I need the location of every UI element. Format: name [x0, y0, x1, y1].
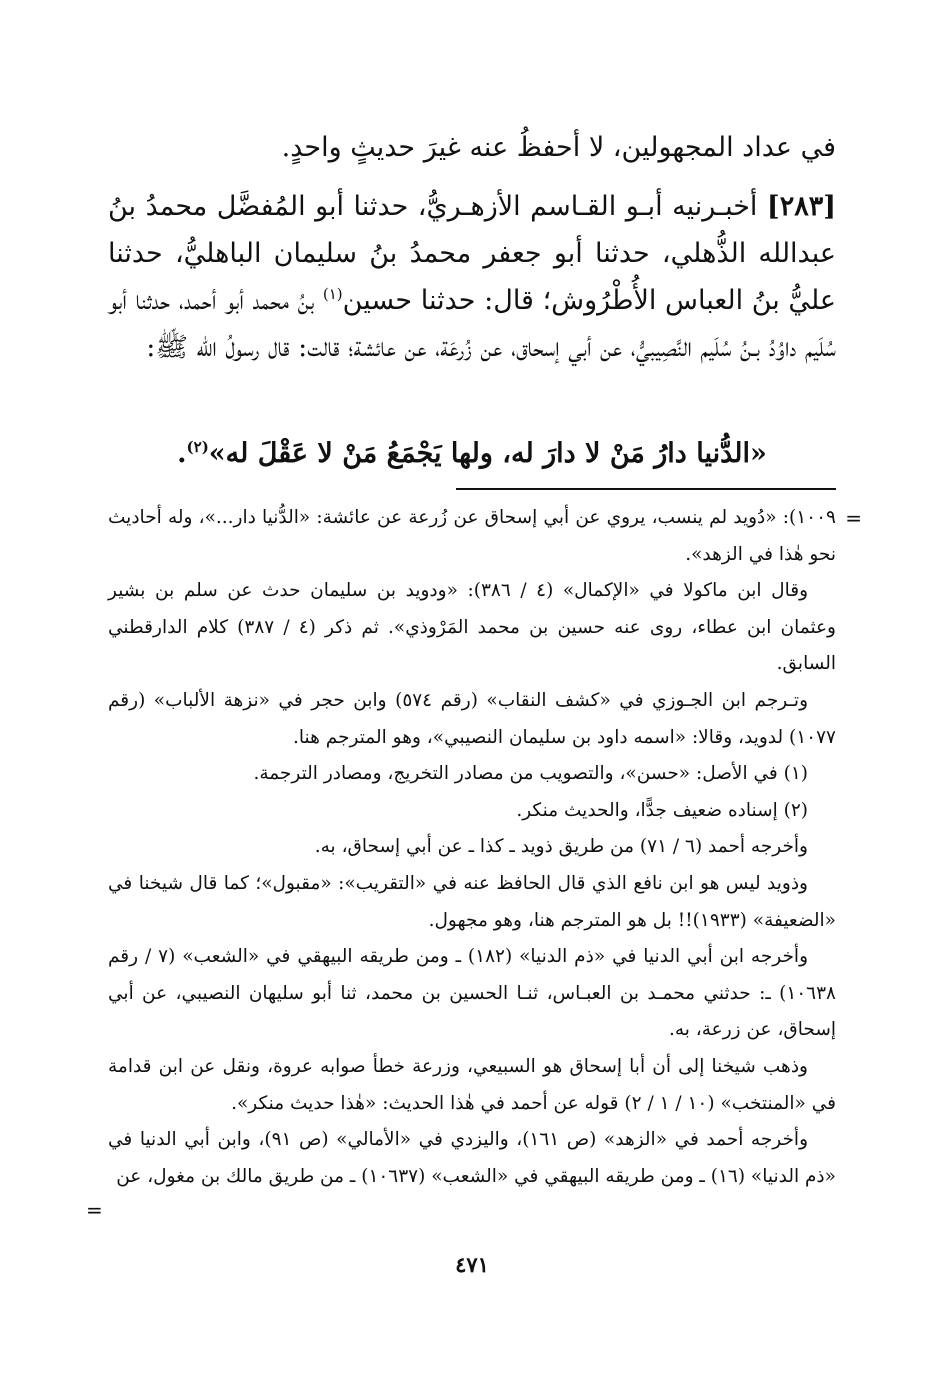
- footnote-2: (٢) إسناده ضعيف جدًّا، والحديث منكر.: [516, 799, 808, 821]
- narration-text-part1: أخبـرنيه أبـو القـاسم الأزهـريُّ، حدثنا أبو المُفضَّل محمدُ بنُ عبدالله الذُّهلي، حدثنا أبو جعفر محمدُ بنُ سليمان الباهليُّ، حدثنا عليُّ بنُ العباس الأُطْرُوش؛ قال: حدثنا حسين: [108, 191, 836, 316]
- footnote-paragraph: وأخرجه ابن أبي الدنيا في «ذم الدنيا» (١٨٢) ـ ومن طريقه البيهقي في «الشعب» (٧ / رقم ١٠٦٣٨) ـ: حدثني محمـد بن العبـاس، ثنـا الحسين بن محمد، ثنا أبو سليهان النصيبي، عن أبي إسحاق، عن زرعة، به.: [108, 946, 836, 1041]
- hadith-quote-text: «الدُّنيا دارُ مَنْ لا دارَ له، ولها يَجْمَعُ مَنْ لا عَقْلَ له»: [208, 438, 767, 469]
- footnote-paragraph: وذهب شيخنا إلى أن أبا إسحاق هو السبيعي، وزرعة خطأ صوابه عروة، ونقل عن ابن قدامة في «المنتخب» (١٠ / ١ / ٢) قوله عن أحمد في هٰذا الحديث: «هٰذا حديث منكر».: [108, 1055, 836, 1114]
- hadith-quote: [108, 434, 836, 474]
- hadith-narration: [108, 183, 836, 371]
- hadith-quote-end: .: [177, 438, 187, 469]
- footnote-divider: [456, 488, 836, 490]
- footnote-paragraph: وقال ابن ماكولا في «الإكمال» (٤ / ٣٨٦): «ودويد بن سليمان حدث عن سلم بن بشير وعثمان ابن عطاء، روى عنه حسين بن محمد المَرْوذي». ثم ذكر (٤ / ٣٨٧) كلام الدارقطني السابق.: [108, 580, 836, 675]
- footnote-reference-2[interactable]: (٢): [186, 438, 209, 456]
- narration-text-part2: بنُ محمد أبو أحمد، حدثنا أبو سُلَيم داوُدُ بـنُ سُلَيم النَّصِيبيُّ، عن أبي إسحاق، عن زُرعَة، عن عائشة؛ قالت: قال رسولُ الله ﷺ:: [108, 285, 836, 363]
- footnote-paragraph: وأخرجه أحمد (٦ / ٧١) من طريق ذويد ـ كذا ـ عن أبي إسحاق، به.: [314, 836, 808, 858]
- footnote-paragraph: ١٠٠٩): «دُويد لم ينسب، يروي عن أبي إسحاق عن زُرعة عن عائشة: «الدُّنيا دار...»، وله أحاديث نحو هٰذا في الزهد».: [108, 507, 836, 565]
- intro-line: [108, 124, 836, 171]
- footnote-paragraph: وذويد ليس هو ابن نافع الذي قال الحافظ عنه في «التقريب»: «مقبول»؛ كما قال شيخنا في «الضعيفة» (١٩٣٣)!! بل هو المترجم هنا، وهو مجهول.: [108, 872, 836, 931]
- footnote-1: (١) في الأصل: «حسن»، والتصويب من مصادر التخريج، ومصادر الترجمة.: [253, 763, 808, 785]
- footnote-reference-1[interactable]: (١): [322, 285, 343, 303]
- continuation-mark-top: =: [845, 506, 862, 530]
- intro-line-text: في عداد المجهولين، لا أحفظُ عنه غيرَ حديثٍ واحدٍ.: [281, 132, 836, 163]
- footnote-paragraph: وأخرجه أحمد في «الزهد» (ص ١٦١)، واليزدي في «الأمالي» (ص ٩١)، وابن أبي الدنيا في «ذم الدنيا» (١٦) ـ ومن طريقه البيهقي في «الشعب» (١٠٦٣٧) ـ من طريق مالك بن مغول، عن: [108, 1129, 836, 1187]
- hadith-number: [٢٨٣]: [766, 191, 836, 222]
- footnotes-section: [108, 500, 836, 1195]
- continuation-mark-bottom: =: [86, 1198, 103, 1222]
- footnote-paragraph: وتـرجم ابن الجـوزي في «كشف النقاب» (رقم ٥٧٤) وابن حجر في «نزهة الألباب» (رقم ١٠٧٧) لدويد، وقالا: «اسمه داود بن سليمان النصيبي»، وهو المترجم هنا.: [108, 689, 836, 748]
- page-number: ٤٧١: [455, 1252, 489, 1277]
